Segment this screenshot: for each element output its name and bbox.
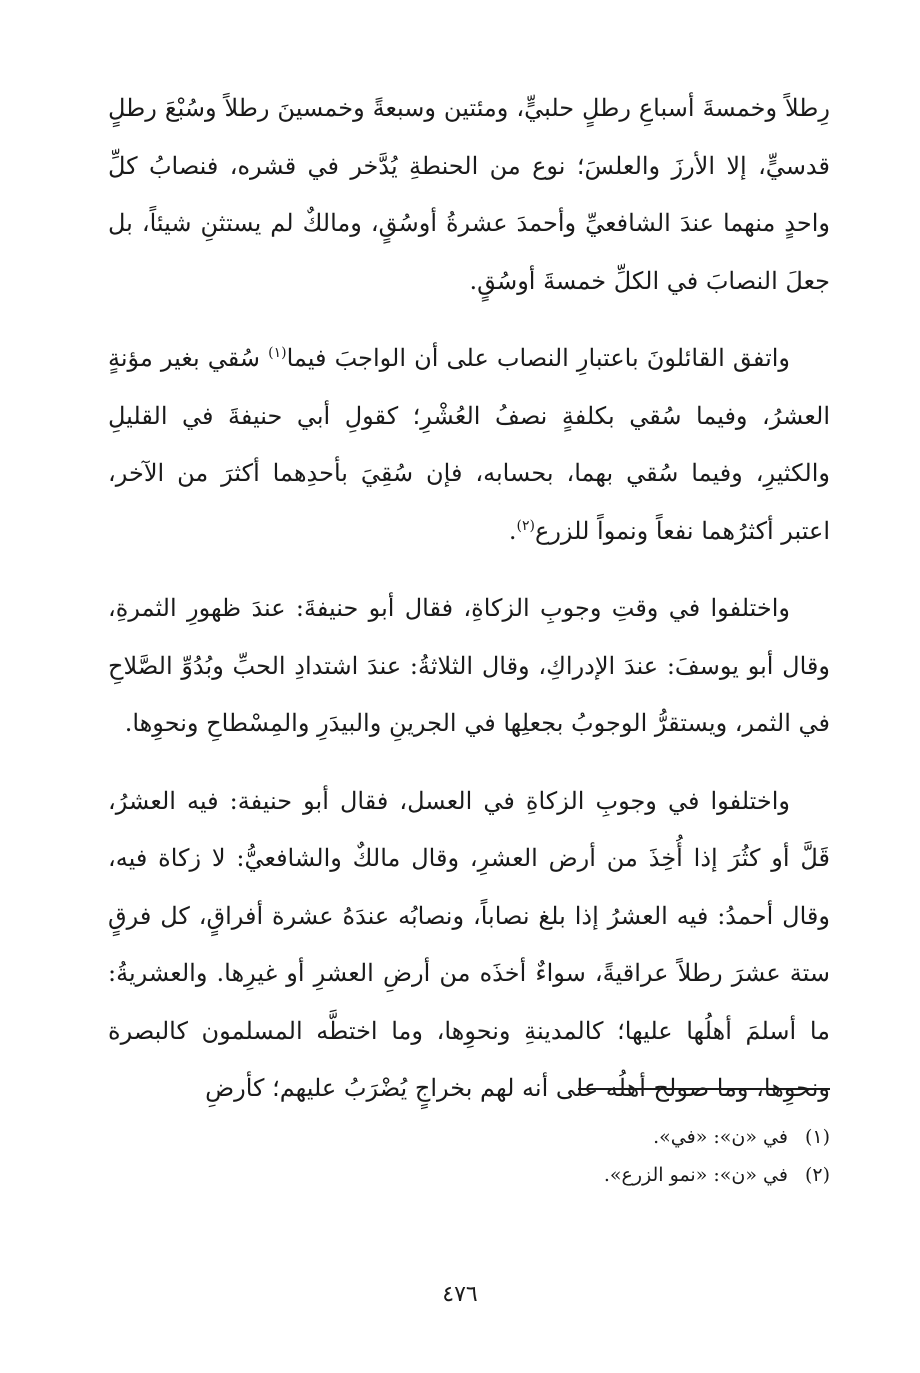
footnote-ref-2: (٢)	[516, 517, 536, 534]
footnote-1-number: (١)	[804, 1126, 830, 1148]
paragraph-2-end: .	[508, 516, 517, 545]
paragraph-2-text-a: واتفق القائلونَ باعتبارِ النصاب على أن الواجبَ فيما	[286, 344, 791, 372]
paragraph-1: رِطلاً وخمسةَ أسباعِ رطلٍ حلبيٍّ، ومئتين وسبعةً وخمسينَ رطلاً وسُبْعَ رطلٍ قدسيٍّ، إلا الأرزَ والعلسَ؛ نوع من الحنطةِ يُدَّخر في قشره، فنصابُ كلِّ واحدٍ منهما عندَ الشافعيِّ وأحمدَ عشرةُ أوسُقٍ، ومالكٌ لم يستثنِ شيئاً، بل جعلَ النصابَ في الكلِّ خمسةَ أوسُقٍ.	[108, 94, 830, 295]
footnote-1	[108, 1118, 830, 1156]
footnote-ref-1: (١)	[268, 345, 287, 361]
footnote-divider	[578, 1088, 830, 1090]
footnote-1-text: في «ن»: «في».	[653, 1126, 788, 1148]
paragraph-3: واختلفوا في وقتِ وجوبِ الزكاةِ، فقال أبو حنيفةَ: عندَ ظهورِ الثمرةِ، وقال أبو يوسفَ: عندَ الإدراكِ، وقال الثلاثةُ: عندَ اشتدادِ الحبِّ وبُدُوِّ الصَّلاحِ في الثمر، ويستقرُّ الوجوبُ بجعلِها في الجرينِ والبيدَرِ والمِسْطاحِ ونحوِها.	[108, 594, 830, 737]
page-number: ٤٧٦	[442, 1282, 478, 1307]
paragraph-2	[108, 330, 830, 560]
footnote-2	[108, 1156, 830, 1194]
footnote-2-number: (٢)	[804, 1164, 830, 1186]
footnote-2-text: في «ن»: «نمو الزرع».	[603, 1164, 788, 1186]
paragraph-4: واختلفوا في وجوبِ الزكاةِ في العسل، فقال أبو حنيفة: فيه العشرُ، قَلَّ أو كثُرَ إذا أُخِذَ من أرض العشرِ، وقال مالكٌ والشافعيُّ: لا زكاة فيه، وقال أحمدُ: فيه العشرُ إذا بلغ نصاباً، ونصابُه عندَهُ عشرة أفراقٍ، كل فرقٍ ستة عشرَ رطلاً عراقيةً، سواءٌ أخذَه من أرضِ العشرِ أو غيرِها. والعشريةُ: ما أسلمَ أهلُها عليها؛ كالمدينةِ ونحوِها، وما اختطَّه المسلمون كالبصرة ونحوِها، وما صولح أهلُه على أنه لهم بخراجٍ يُضْرَبُ عليهم؛ كأرضِ	[108, 786, 831, 1102]
main-text	[108, 80, 830, 1138]
paragraph-2-text-b: سُقي بغير مؤنةٍ العشرُ، وفيما سُقي بكلفةٍ نصفُ العُشْرِ؛ كقولِ أبي حنيفةَ في القليلِ والكثيرِ، وفيما سُقي بهما، بحسابه، فإن سُقِيَ بأحدِهما أكثرَ من الآخر، اعتبر أكثرُهما نفعاً ونمواً للزرع	[108, 344, 830, 545]
footnotes	[108, 1118, 830, 1194]
